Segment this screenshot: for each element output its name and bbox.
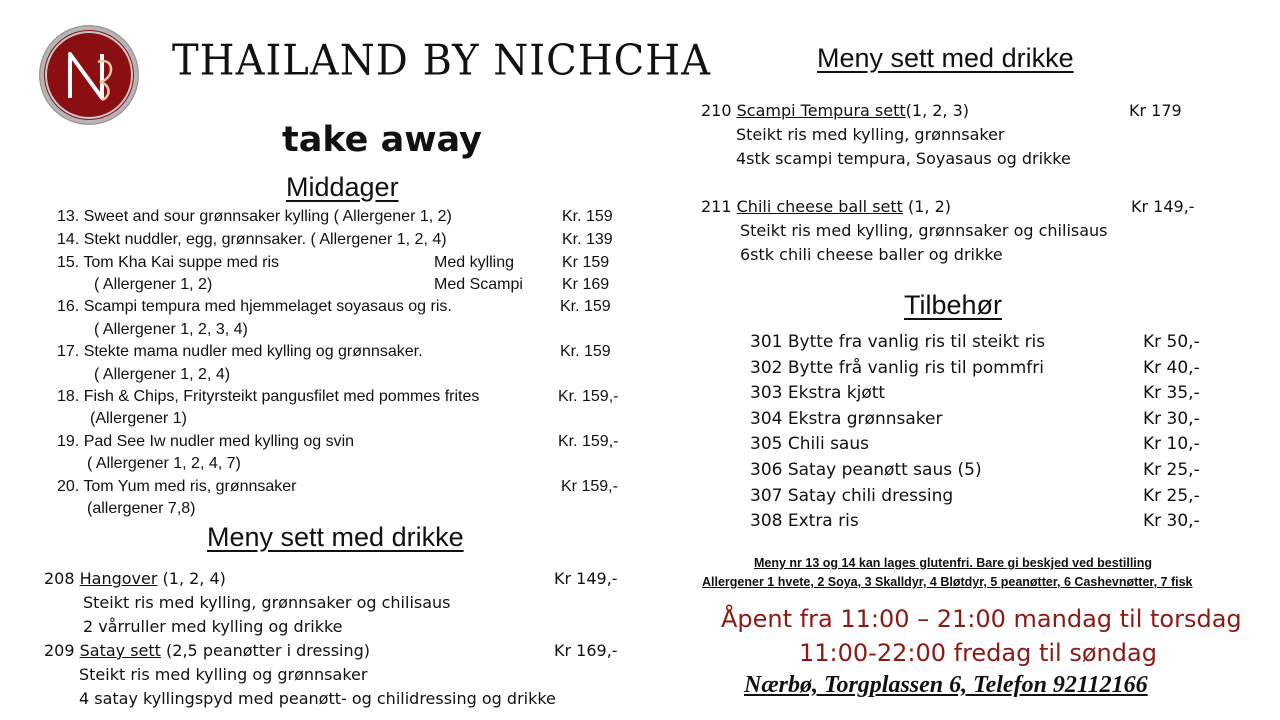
extra-price: Kr 10,-: [1143, 434, 1200, 454]
set-price: Kr 149,-: [1131, 197, 1195, 216]
middager-heading: Middager: [286, 172, 399, 202]
set-desc: 2 vårruller med kylling og drikke: [83, 617, 343, 636]
extra-item: 305 Chili saus: [750, 434, 869, 454]
set-item-211: 211 Chili cheese ball sett (1, 2): [701, 197, 952, 216]
extra-price: Kr 30,-: [1143, 511, 1200, 531]
menu-allergens: (Allergener 1): [90, 410, 187, 427]
set-desc: Steikt ris med kylling og grønnsaker: [79, 665, 368, 684]
set-item-209: 209 Satay sett (2,5 peanøtter i dressing): [44, 641, 371, 660]
menu-line: 17. Stekte mama nudler med kylling og grønnsaker.: [57, 343, 423, 360]
menu-price: Kr. 159: [560, 343, 611, 360]
menu-allergens: (allergener 7,8): [87, 500, 196, 517]
extra-price: Kr 35,-: [1143, 383, 1200, 403]
opening-hours-weekdays: Åpent fra 11:00 – 21:00 mandag til torsdag: [721, 605, 1242, 633]
menu-variant: Med kylling: [434, 254, 515, 271]
address-phone: Nærbø, Torgplassen 6, Telefon 92112166: [744, 672, 1148, 698]
set-desc: Steikt ris med kylling, grønnsaker og chilisaus: [740, 221, 1108, 240]
logo-monogram-icon: [40, 26, 138, 124]
menu-price: Kr. 159,-: [558, 433, 619, 450]
restaurant-logo: [40, 26, 138, 124]
extra-item: 301 Bytte fra vanlig ris til steikt ris: [750, 332, 1046, 352]
extra-item: 308 Extra ris: [750, 511, 859, 531]
set-item-210: 210 Scampi Tempura sett(1, 2, 3): [701, 101, 970, 120]
menu-allergens: ( Allergener 1, 2, 3, 4): [94, 321, 248, 338]
extra-price: Kr 25,-: [1143, 460, 1200, 480]
menu-line: 13. Sweet and sour grønnsaker kylling ( Allergener 1, 2): [57, 208, 452, 225]
set-desc: 4stk scampi tempura, Soyasaus og drikke: [736, 149, 1071, 168]
menu-price: Kr. 159,-: [558, 388, 619, 405]
set-desc: 6stk chili cheese baller og drikke: [740, 245, 1003, 264]
meny-sett-heading-right: Meny sett med drikke: [817, 43, 1074, 73]
extra-item: 304 Ekstra grønnsaker: [750, 409, 943, 429]
opening-hours-weekend: 11:00-22:00 fredag til søndag: [799, 639, 1157, 667]
extra-price: Kr 25,-: [1143, 486, 1200, 506]
menu-price: Kr. 159: [560, 298, 611, 315]
set-price: Kr 149,-: [554, 569, 618, 588]
set-name: Chili cheese ball sett: [736, 197, 903, 216]
menu-allergens: ( Allergener 1, 2): [94, 276, 213, 293]
set-desc: Steikt ris med kylling, grønnsaker og chilisaus: [83, 593, 451, 612]
tilbehor-heading: Tilbehør: [904, 290, 1003, 320]
menu-variant: Med Scampi: [434, 276, 523, 293]
meny-sett-heading-left: Meny sett med drikke: [207, 522, 464, 552]
extra-item: 303 Ekstra kjøtt: [750, 383, 886, 403]
set-name: Scampi Tempura sett: [736, 101, 906, 120]
set-name: Satay sett: [79, 641, 161, 660]
set-name: Hangover: [79, 569, 158, 588]
menu-allergens: ( Allergener 1, 2, 4): [94, 366, 231, 383]
menu-price: Kr 159: [562, 254, 610, 271]
menu-price: Kr. 159: [562, 208, 613, 225]
set-price: Kr 169,-: [554, 641, 618, 660]
set-item-208: 208 Hangover (1, 2, 4): [44, 569, 226, 588]
takeaway-title: take away: [282, 120, 482, 160]
set-price: Kr 179: [1129, 101, 1182, 120]
extra-price: Kr 40,-: [1143, 358, 1200, 378]
set-desc: Steikt ris med kylling, grønnsaker: [736, 125, 1005, 144]
allergen-legend: Allergener 1 hvete, 2 Soya, 3 Skalldyr, 4 Bløtdyr, 5 peanøtter, 6 Cashevnøtter, 7 fisk: [702, 575, 1193, 589]
menu-price: Kr. 139: [562, 231, 613, 248]
extra-item: 302 Bytte frå vanlig ris til pommfri: [750, 358, 1044, 378]
gluten-note: Meny nr 13 og 14 kan lages glutenfri. Bare gi beskjed ved bestilling: [754, 556, 1153, 570]
extra-price: Kr 50,-: [1143, 332, 1200, 352]
extra-price: Kr 30,-: [1143, 409, 1200, 429]
menu-line: 19. Pad See Iw nudler med kylling og svin: [57, 433, 355, 450]
menu-price: Kr 159,-: [561, 478, 618, 495]
set-desc: 4 satay kyllingspyd med peanøtt- og chilidressing og drikke: [79, 689, 556, 708]
menu-line: 15. Tom Kha Kai suppe med ris: [57, 254, 280, 271]
menu-allergens: ( Allergener 1, 2, 4, 7): [87, 455, 241, 472]
brand-name: THAILAND BY NICHCHA: [172, 36, 711, 86]
menu-line: 16. Scampi tempura med hjemmelaget soyasaus og ris.: [57, 298, 452, 315]
menu-price: Kr 169: [562, 276, 610, 293]
extra-item: 306 Satay peanøtt saus (5): [750, 460, 982, 480]
menu-line: 14. Stekt nuddler, egg, grønnsaker. ( Allergener 1, 2, 4): [57, 231, 447, 248]
extra-item: 307 Satay chili dressing: [750, 486, 954, 506]
menu-line: 18. Fish & Chips, Frityrsteikt pangusfilet med pommes frites: [57, 388, 480, 405]
menu-line: 20. Tom Yum med ris, grønnsaker: [57, 478, 297, 495]
